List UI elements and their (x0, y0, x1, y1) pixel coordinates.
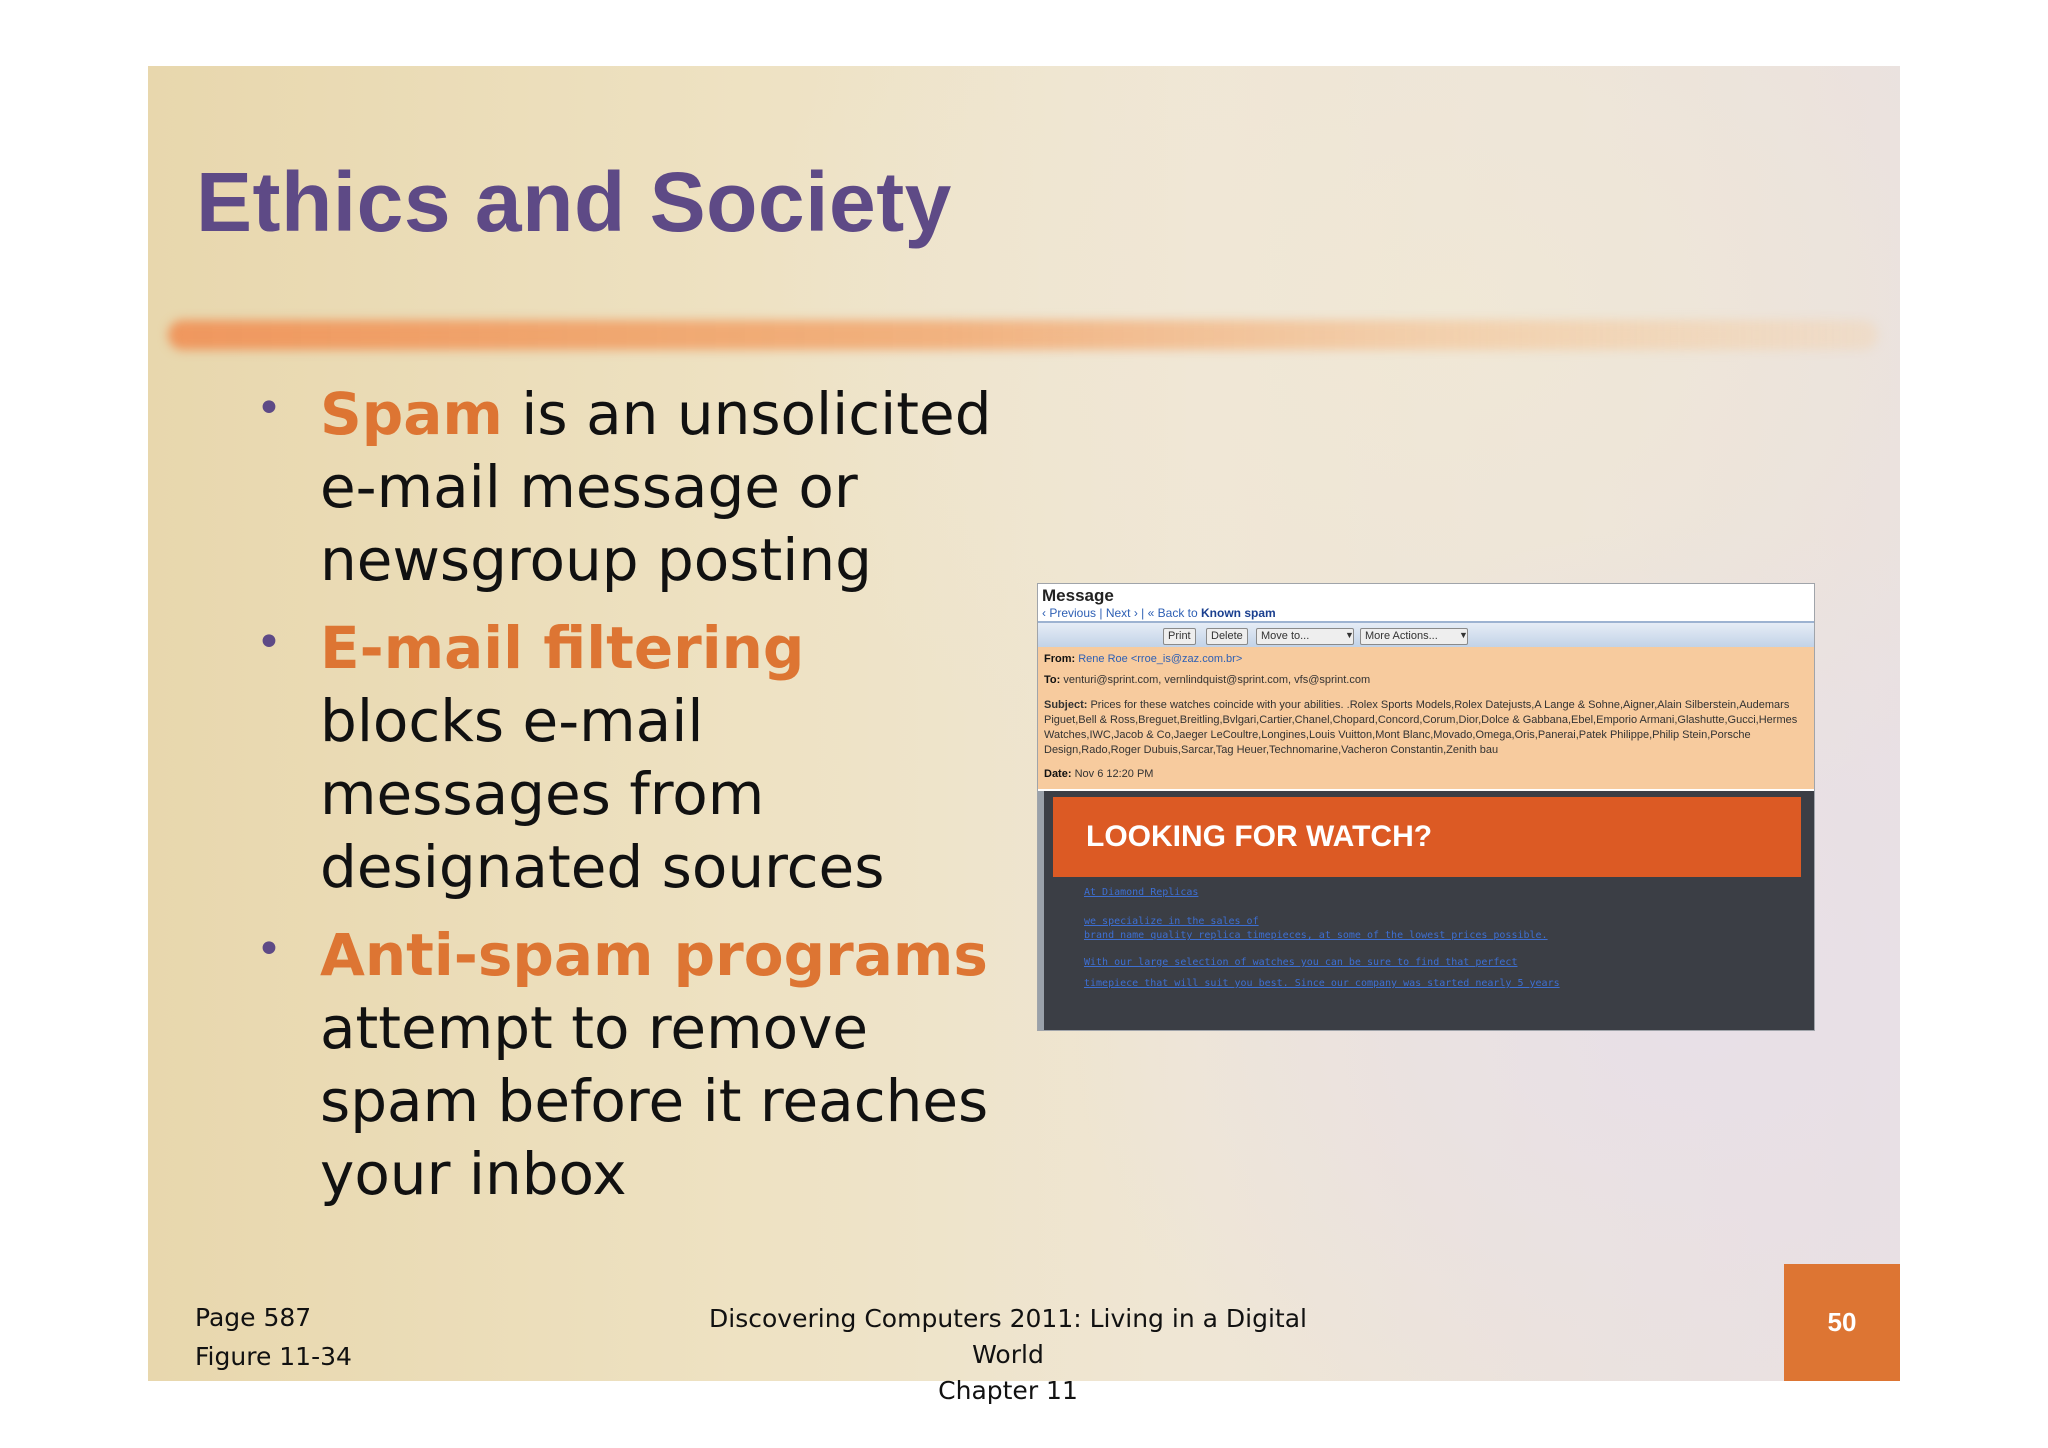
figure-reference: Figure 11-34 (195, 1342, 352, 1371)
spam-body-link[interactable]: brand name quality replica timepieces, at some of the lowest prices possible. (1084, 930, 1548, 941)
watch-banner: LOOKING FOR WATCH? (1053, 797, 1801, 877)
page-reference: Page 587 (195, 1303, 312, 1332)
bullet-term: E-mail filtering (320, 614, 805, 682)
to-value: venturi@sprint.com, vernlindquist@sprint.com, vfs@sprint.com (1063, 674, 1371, 686)
bullet-term: Anti-spam programs (320, 921, 988, 989)
date-line (1044, 768, 1153, 780)
spam-body-link[interactable]: we specialize in the sales of (1084, 916, 1259, 927)
chapter-label: Chapter 11 (938, 1376, 1078, 1405)
spam-body-link[interactable]: At Diamond Replicas (1084, 887, 1199, 898)
bullet-spam (248, 378, 1068, 597)
body-scroll-edge (1038, 791, 1044, 1030)
book-title: Discovering Computers 2011: Living in a Digital World (709, 1304, 1307, 1369)
spam-body-link[interactable]: timepiece that will suit you best. Since our company was started nearly 5 years (1084, 978, 1560, 989)
bullet-description: is an unsolicited e-mail message or newsgroup posting (320, 380, 992, 594)
next-link[interactable]: Next › (1105, 606, 1138, 620)
message-header (1038, 647, 1814, 789)
subject-line (1044, 698, 1804, 758)
bullet-anti-spam (248, 919, 1068, 1211)
message-body (1038, 791, 1814, 1030)
back-to-prefix: « Back to (1147, 606, 1202, 620)
back-to-link[interactable] (1148, 606, 1276, 620)
more-actions-dropdown[interactable]: More Actions... (1360, 628, 1468, 645)
bullet-list (248, 378, 1068, 1226)
move-to-dropdown[interactable]: Move to... (1256, 628, 1354, 645)
bullet-description: blocks e-mail messages from designated sources (320, 687, 885, 901)
date-value: Nov 6 12:20 PM (1074, 768, 1154, 780)
slide (148, 66, 1900, 1405)
page-number-badge: 50 (1784, 1264, 1900, 1381)
from-label: From: (1044, 653, 1076, 665)
title-underline-bar (168, 320, 1878, 350)
bullet-email-filtering (248, 612, 1068, 904)
bullet-dot-icon: • (256, 617, 282, 668)
bullet-dot-icon: • (256, 383, 282, 434)
message-nav (1042, 606, 1276, 620)
back-to-target: Known spam (1201, 606, 1276, 620)
slide-title: Ethics and Society (196, 155, 952, 249)
bullet-term: Spam (320, 380, 503, 448)
print-button[interactable]: Print (1163, 628, 1196, 645)
date-label: Date: (1044, 768, 1072, 780)
from-value[interactable]: Rene Roe <rroe_is@zaz.com.br> (1078, 653, 1243, 665)
bullet-description: attempt to remove spam before it reaches your inbox (320, 994, 989, 1208)
spam-body-link[interactable]: With our large selection of watches you can be sure to find that perfect (1084, 957, 1518, 968)
bullet-dot-icon: • (256, 924, 282, 975)
previous-link[interactable]: ‹ Previous (1042, 606, 1097, 620)
subject-label: Subject: (1044, 699, 1088, 711)
chevron-down-icon: ▼ (1345, 630, 1354, 640)
footer-references (195, 1298, 352, 1376)
message-window-title: Message (1042, 586, 1114, 605)
nav-separator: | (1096, 606, 1106, 620)
nav-separator: | (1137, 606, 1148, 620)
email-screenshot (1038, 584, 1814, 1030)
from-line (1044, 653, 1242, 665)
to-line (1044, 674, 1370, 686)
delete-button[interactable]: Delete (1206, 628, 1248, 645)
footer-book-info (688, 1301, 1328, 1409)
subject-value: Prices for these watches coincide with your abilities. .Rolex Sports Models,Rolex Datejusts,A Lange & Sohne,Aigner,Alain Silberstein,Audemars Piguet,Bell & Ross,Breguet,Breitling,Bvlgari,Cartier,Chanel,Chopard,Concord,Corum,Dior,Dolce & Gabbana,Ebel,Emporio Armani,Glashutte,Gucci,Hermes Watches,IWC,Jacob & Co,Jaeger LeCoultre,Longines,Louis Vuitton,Mont Blanc,Movado,Omega,Oris,Panerai,Patek Philippe,Philip Stein,Porsche Design,Rado,Roger Dubuis,Sarcar,Tag Heuer,Technomarine,Vacheron Constantin,Zenith bau (1044, 699, 1798, 756)
to-label: To: (1044, 674, 1061, 686)
chevron-down-icon: ▼ (1459, 630, 1468, 640)
message-toolbar (1038, 621, 1814, 649)
